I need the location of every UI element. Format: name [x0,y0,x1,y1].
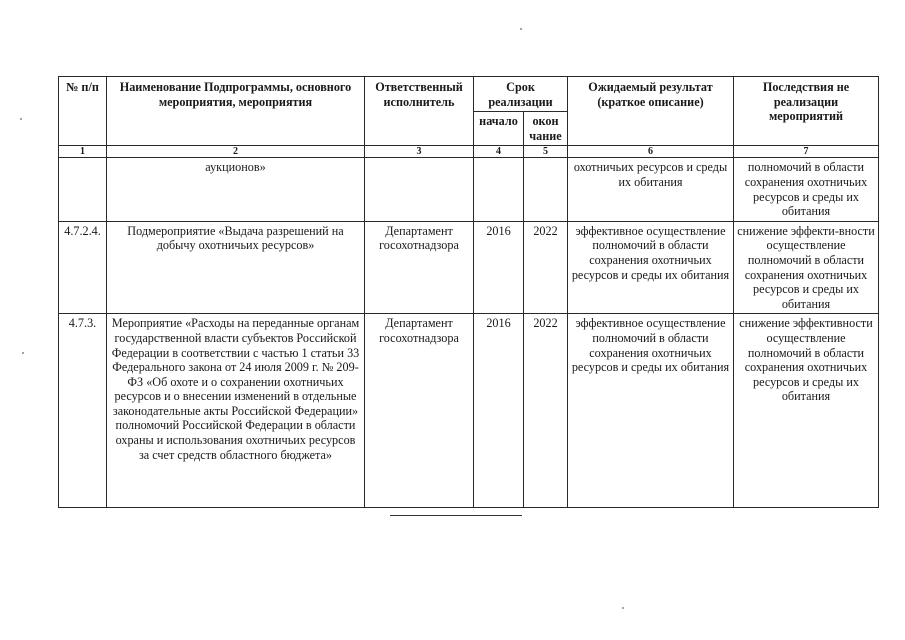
row-name: аукционов» [107,158,365,221]
header-responsible: Ответственный исполнитель [365,77,474,146]
column-number: 4 [474,146,524,158]
end-of-document-line [390,515,522,516]
row-num [59,158,107,221]
row-num: 4.7.2.4. [59,221,107,314]
scan-speck [622,607,624,609]
column-number: 3 [365,146,474,158]
header-consequences: Последствия не реализации мероприятий [734,77,879,146]
row-end [524,158,568,221]
column-number: 1 [59,146,107,158]
row-name: Подмероприятие «Выдача разрешений на добычу охотничьих ресурсов» [107,221,365,314]
row-num: 4.7.3. [59,314,107,508]
table-row [59,221,879,314]
row-consequences: снижение эффекти-вности осуществление полномочий в области сохранения охотничьих ресурсов и среды их обитания [734,221,879,314]
scan-speck [20,118,22,120]
measures-table [58,76,879,508]
row-result: охотничьих ресурсов и среды их обитания [568,158,734,221]
row-end: 2022 [524,221,568,314]
row-start: 2016 [474,314,524,508]
row-result: эффективное осуществление полномочий в области сохранения охотничьих ресурсов и среды их обитания [568,221,734,314]
column-number: 6 [568,146,734,158]
table-row [59,158,879,221]
column-number-row [59,146,879,158]
header-start: начало [474,112,524,146]
scan-speck [22,352,24,354]
row-consequences: снижение эффективности осуществление полномочий в области сохранения охотничьих ресурсов и среды их обитания [734,314,879,508]
header-result: Ожидаемый результат (краткое описание) [568,77,734,146]
header-num: № п/п [59,77,107,146]
row-consequences: полномочий в области сохранения охотничьих ресурсов и среды их обитания [734,158,879,221]
header-end: окон чание [524,112,568,146]
row-responsible [365,158,474,221]
header-term: Срок реализации [474,77,568,112]
row-start [474,158,524,221]
table-row [59,314,879,508]
row-start: 2016 [474,221,524,314]
column-number: 5 [524,146,568,158]
header-name: Наименование Подпрограммы, основного мероприятия, мероприятия [107,77,365,146]
scan-speck [520,28,522,30]
row-responsible: Департамент госохотнадзора [365,314,474,508]
column-number: 7 [734,146,879,158]
column-number: 2 [107,146,365,158]
row-responsible: Департамент госохотнадзора [365,221,474,314]
row-end: 2022 [524,314,568,508]
row-name: Мероприятие «Расходы на переданные органам государственной власти субъектов Российской Федерации в соответствии с частью 1 статьи 33 Федерального закона от 24 июля 2009 г. № 209-ФЗ «Об охоте и о сохранении охотничьих ресурсов и о внесении изменений в отдельные законодательные акты Российской Федерации» полномочий Российской Федерации в области охраны и использования охотничьих ресурсов за счет средств областного бюджета» [107,314,365,508]
row-result: эффективное осуществление полномочий в области сохранения охотничьих ресурсов и среды их обитания [568,314,734,508]
